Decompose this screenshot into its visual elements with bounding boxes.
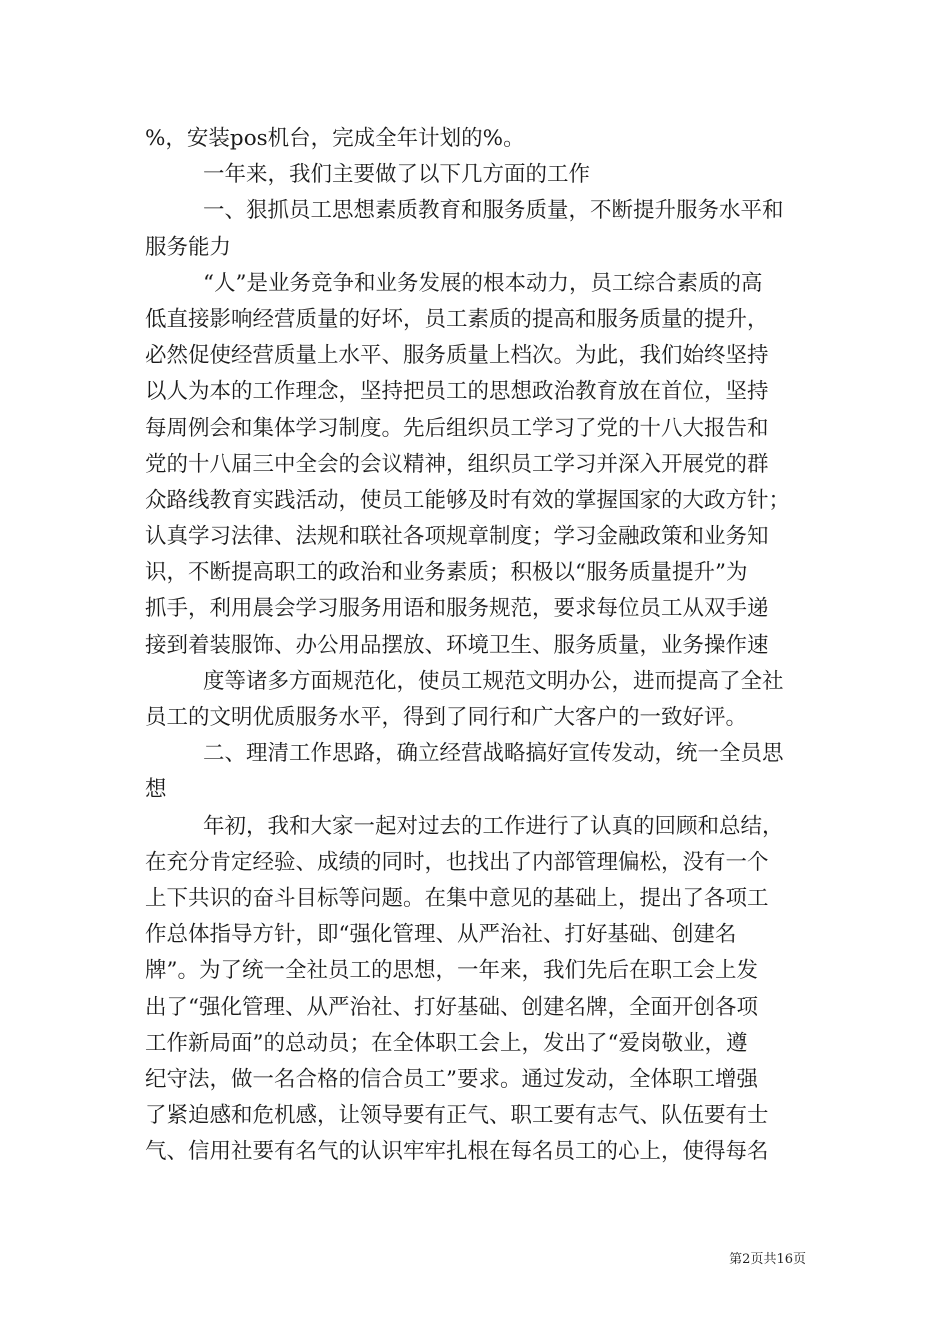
text-line: 党的十八届三中全会的会议精神，组织员工学习并深入开展党的群 bbox=[145, 451, 769, 477]
text-line: 以人为本的工作理念，坚持把员工的思想政治教育放在首位，坚持 bbox=[145, 379, 769, 405]
section-heading-line: 二、理清工作思路，确立经营战略搞好宣传发动，统一全员思 bbox=[203, 741, 784, 767]
text-line: 在充分肯定经验、成绩的同时，也找出了内部管理偏松，没有一个 bbox=[145, 849, 769, 875]
text-line: 出了“强化管理、从严治社、打好基础、创建名牌，全面开创各项 bbox=[145, 994, 758, 1020]
text-line: 气、信用社要有名气的认识牢牢扎根在每名员工的心上，使得每名 bbox=[145, 1139, 769, 1165]
text-line: 抓手，利用晨会学习服务用语和服务规范，要求每位员工从双手递 bbox=[145, 596, 769, 622]
section-heading-line: 一、狠抓员工思想素质教育和服务质量，不断提升服务水平和 bbox=[203, 198, 784, 224]
text-line: “人”是业务竞争和业务发展的根本动力，员工综合素质的高 bbox=[203, 270, 763, 296]
section-heading-line: 想 bbox=[145, 777, 167, 803]
text-line: 牌”。为了统一全社员工的思想，一年来，我们先后在职工会上发 bbox=[145, 958, 758, 984]
text-line: 识，不断提高职工的政治和业务素质；积极以“服务质量提升”为 bbox=[145, 560, 748, 586]
text-line: 众路线教育实践活动，使员工能够及时有效的掌握国家的大政方针； bbox=[145, 487, 791, 513]
page-number-footer: 第2页共16页 bbox=[729, 1252, 806, 1267]
section-heading-line: 服务能力 bbox=[145, 234, 232, 260]
document-body bbox=[145, 121, 825, 1170]
text-line: 度等诸多方面规范化，使员工规范文明办公，进而提高了全社 bbox=[203, 668, 784, 694]
text-line: 纪守法，做一名合格的信合员工”要求。通过发动，全体职工增强 bbox=[145, 1066, 758, 1092]
text-line: 作总体指导方针，即“强化管理、从严治社、打好基础、创建名 bbox=[145, 922, 737, 948]
text-line: 员工的文明优质服务水平，得到了同行和广大客户的一致好评。 bbox=[145, 705, 748, 730]
text-line: 了紧迫感和危机感，让领导要有正气、职工要有志气、队伍要有士 bbox=[145, 1103, 769, 1129]
text-line: 认真学习法律、法规和联社各项规章制度；学习金融政策和业务知 bbox=[145, 524, 769, 550]
text-line: 必然促使经营质量上水平、服务质量上档次。为此，我们始终坚持 bbox=[145, 343, 769, 369]
text-line: 接到着装服饰、办公用品摆放、环境卫生、服务质量，业务操作速 bbox=[145, 632, 769, 658]
text-line: %，安装pos机台，完成全年计划的%。 bbox=[145, 126, 525, 151]
text-line: 年初，我和大家一起对过去的工作进行了认真的回顾和总结， bbox=[203, 813, 784, 839]
text-line: 工作新局面”的总动员；在全体职工会上，发出了“爱岗敬业，遵 bbox=[145, 1030, 748, 1056]
text-line: 每周例会和集体学习制度。先后组织员工学习了党的十八大报告和 bbox=[145, 415, 769, 441]
text-line: 一年来，我们主要做了以下几方面的工作 bbox=[203, 162, 591, 188]
text-line: 上下共识的奋斗目标等问题。在集中意见的基础上，提出了各项工 bbox=[145, 885, 769, 911]
text-line: 低直接影响经营质量的好坏，员工素质的提高和服务质量的提升， bbox=[145, 306, 769, 332]
